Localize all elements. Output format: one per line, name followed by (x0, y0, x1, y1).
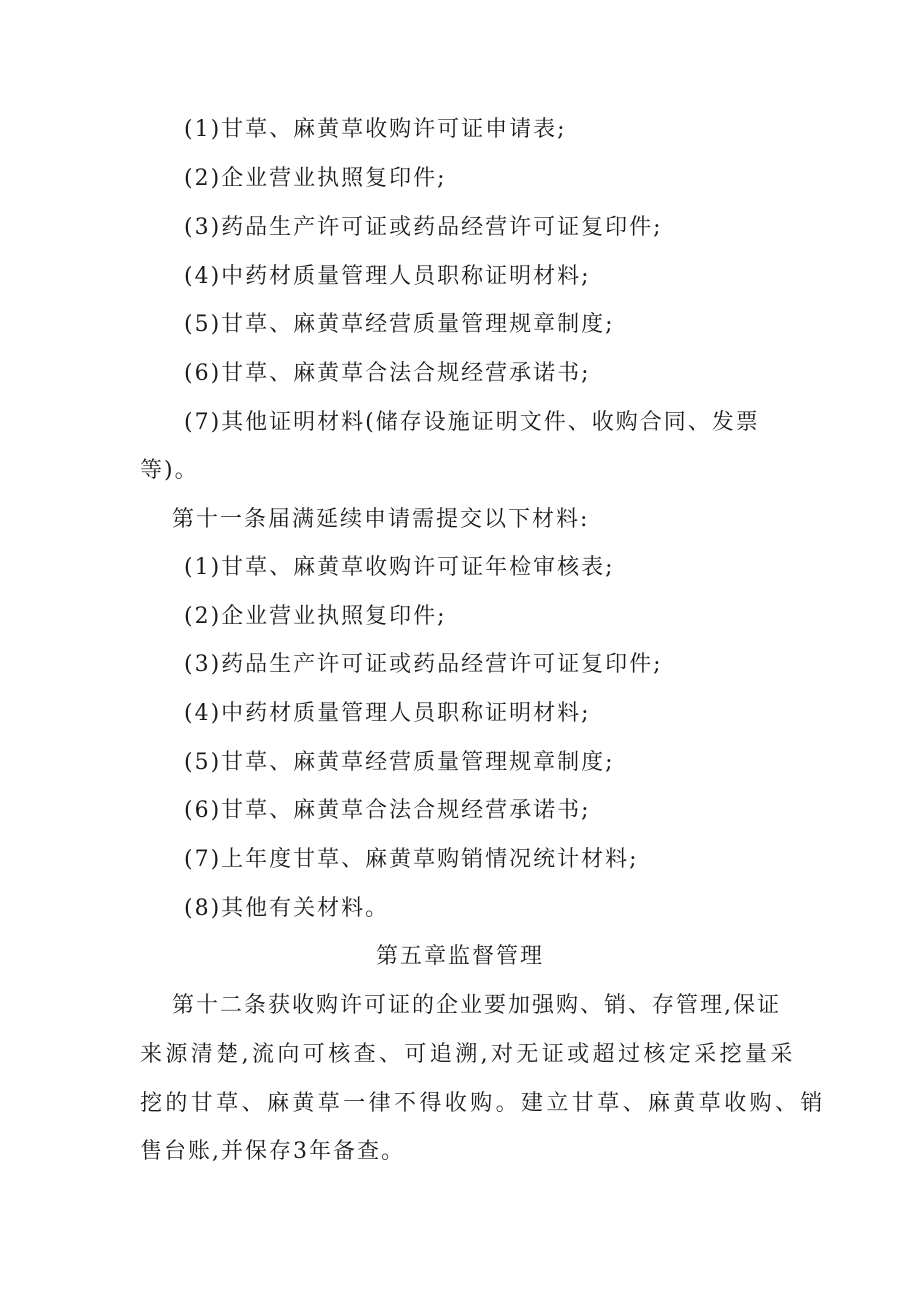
list-item: (3)药品生产许可证或药品经营许可证复印件; (184, 652, 663, 677)
list-item: (2)企业营业执照复印件; (184, 166, 447, 191)
list-item: (2)企业营业执照复印件; (184, 604, 447, 629)
list-item: (7)上年度甘草、麻黄草购销情况统计材料; (184, 847, 639, 872)
list-item: (3)药品生产许可证或药品经营许可证复印件; (184, 215, 663, 240)
list-item: (6)甘草、麻黄草合法合规经营承诺书; (184, 798, 591, 823)
chapter-title: 第五章监督管理 (375, 944, 544, 969)
paragraph-line: 来源清楚,流向可核查、可追溯,对无证或超过核定采挖量采 (140, 1042, 796, 1067)
list-item: (1)甘草、麻黄草收购许可证申请表; (184, 117, 567, 142)
list-item: (6)甘草、麻黄草合法合规经营承诺书; (184, 361, 591, 386)
list-item: (7)其他证明材料(储存设施证明文件、收购合同、发票 (184, 410, 760, 435)
list-item: (4)中药材质量管理人员职称证明材料; (184, 701, 591, 726)
paragraph-line: 挖的甘草、麻黄草一律不得收购。建立甘草、麻黄草收购、销 (140, 1091, 826, 1116)
list-item: (1)甘草、麻黄草收购许可证年检审核表; (184, 555, 615, 580)
paragraph-line: 售台账,并保存3年备查。 (140, 1139, 405, 1164)
list-item: (4)中药材质量管理人员职称证明材料; (184, 264, 591, 289)
paragraph-line: 第十二条获收购许可证的企业要加强购、销、存管理,保证 (172, 993, 781, 1018)
list-item-continuation: 等)。 (140, 458, 199, 483)
list-item: (5)甘草、麻黄草经营质量管理规章制度; (184, 750, 615, 775)
list-item: (5)甘草、麻黄草经营质量管理规章制度; (184, 312, 615, 337)
list-item: (8)其他有关材料。 (184, 896, 390, 921)
article-eleven-heading: 第十一条届满延续申请需提交以下材料: (172, 507, 590, 532)
